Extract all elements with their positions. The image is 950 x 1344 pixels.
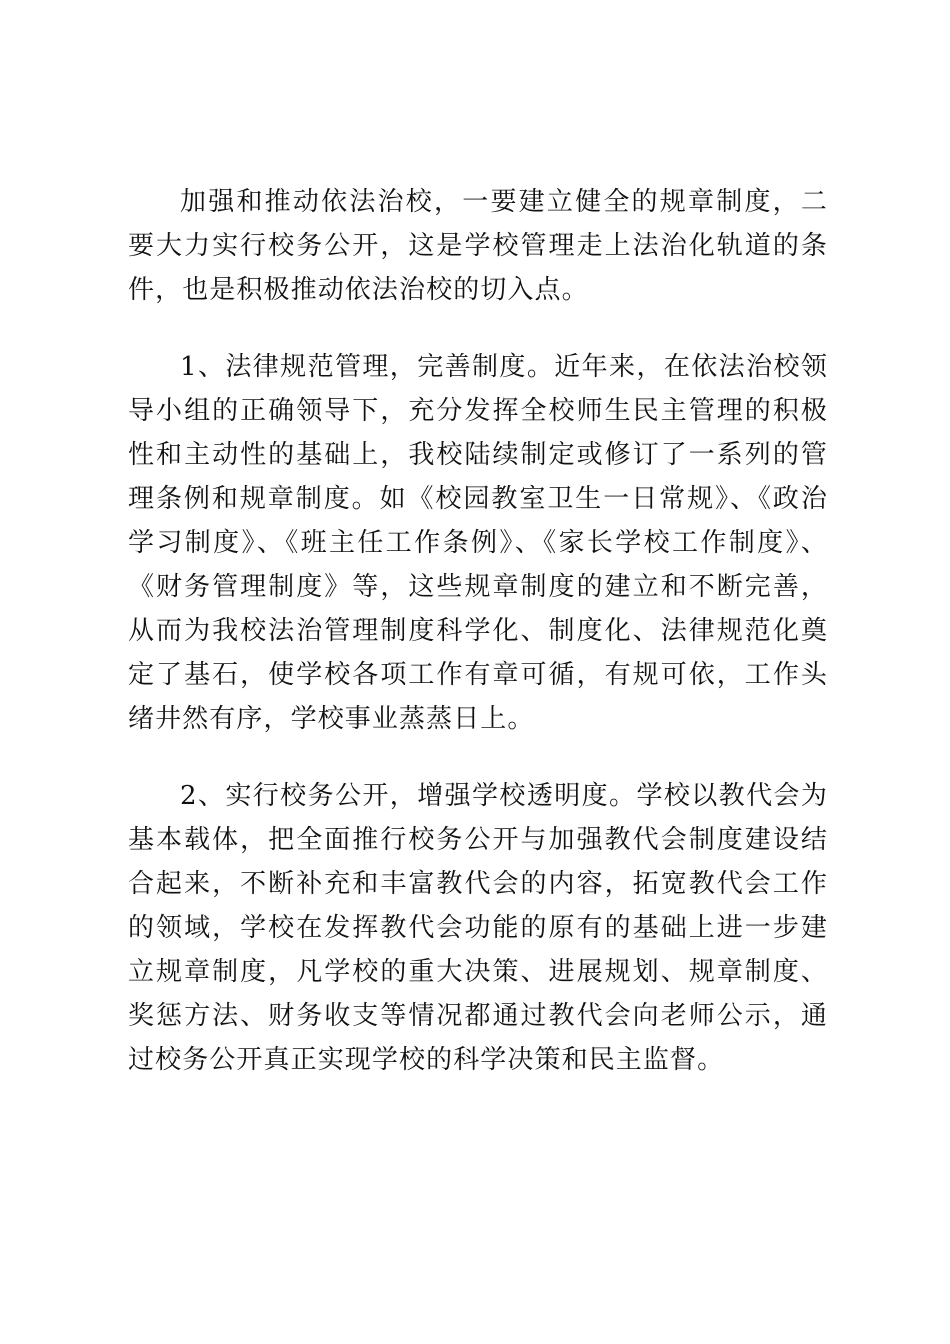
section-2-paragraph: 2、实行校务公开，增强学校透明度。学校以教代会为基本载体，把全面推行校务公开与加强教代会制度建设结合起来，不断补充和丰富教代会的内容，拓宽教代会工作的领域，学校在发挥教代会功能的原有的基础上进一步建立规章制度，凡学校的重大决策、进展规划、规章制度、奖惩方法、财务收支等情况都通过教代会向老师公示，通过校务公开真正实现学校的科学决策和民主监督。 — [128, 781, 828, 1075]
document-body — [128, 180, 828, 1082]
section-1-paragraph: 1、法律规范管理，完善制度。近年来，在依法治校领导小组的正确领导下，充分发挥全校师生民主管理的积极性和主动性的基础上，我校陆续制定或修订了一系列的管理条例和规章制度。如《校园教室卫生一日常规》、《政治学习制度》、《班主任工作条例》、《家长学校工作制度》、《财务管理制度》等，这些规章制度的建立和不断完善，从而为我校法治管理制度科学化、制度化、法律规范化奠定了基石，使学校各项工作有章可循，有规可依，工作头绪井然有序，学校事业蒸蒸日上。 — [128, 352, 828, 734]
intro-paragraph: 加强和推动依法治校，一要建立健全的规章制度，二要大力实行校务公开，这是学校管理走上法治化轨道的条件，也是积极推动依法治校的切入点。 — [128, 187, 828, 305]
